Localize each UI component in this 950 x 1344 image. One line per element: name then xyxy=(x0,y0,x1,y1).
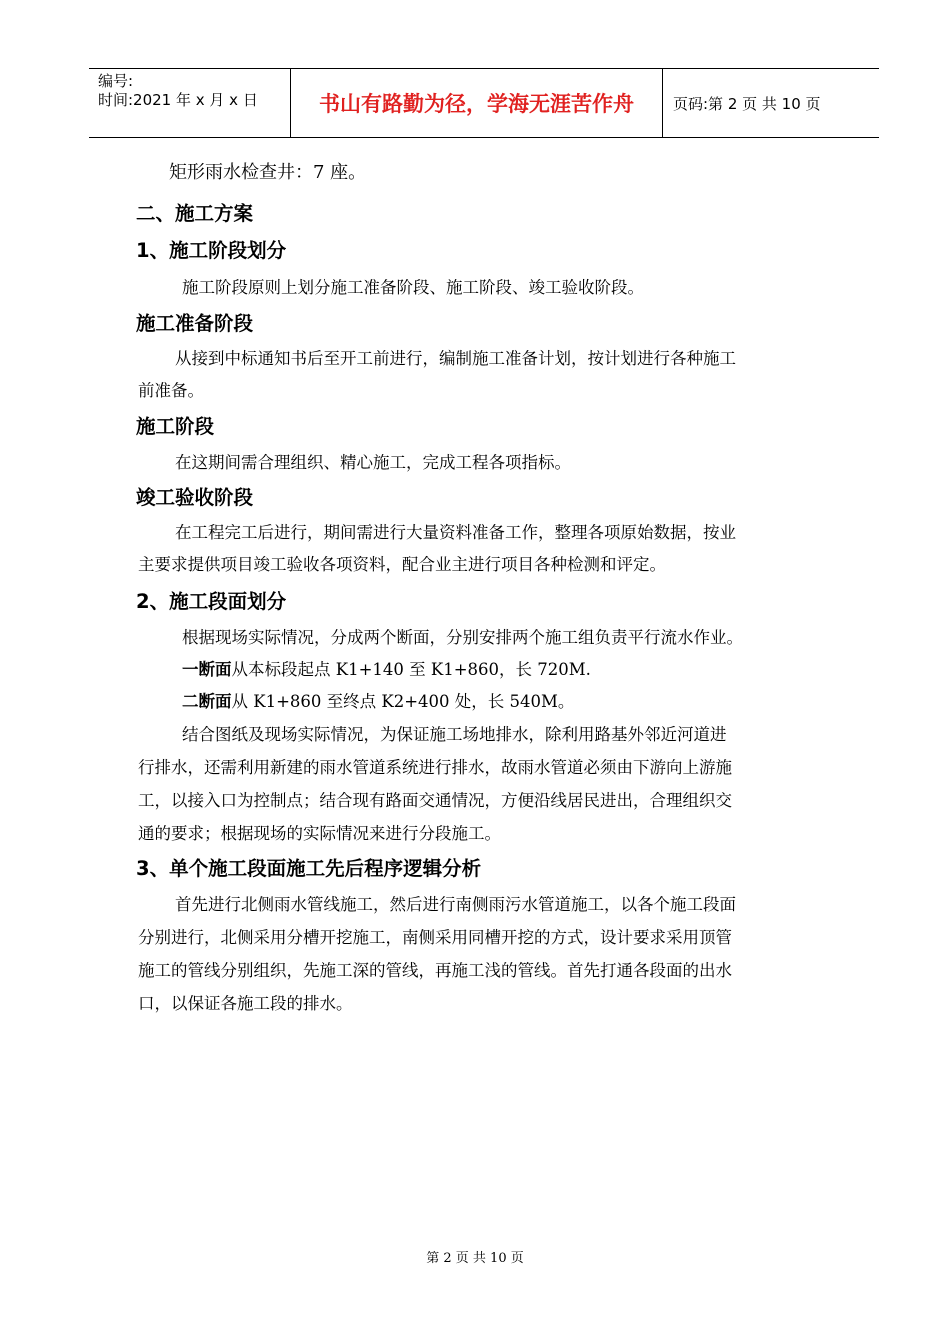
paragraph: 分别进行，北侧采用分槽开挖施工，南侧采用同槽开挖的方式，设计要求采用顶管 xyxy=(138,928,732,947)
header-time-label: 时间:2021 年 x 月 x 日 xyxy=(98,91,258,109)
subsection-heading: 1、施工阶段划分 xyxy=(136,239,287,262)
header-info-cell xyxy=(89,69,291,137)
section-one-line xyxy=(182,656,591,680)
paragraph: 施工的管线分别组织，先施工深的管线，再施工浅的管线。首先打通各段面的出水 xyxy=(138,961,732,980)
page-footer: 第 2 页 共 10 页 xyxy=(426,1251,524,1266)
header-motto: 书山有路勤为径，学海无涯苦作舟 xyxy=(291,69,663,137)
paragraph: 主要求提供项目竣工验收各项资料，配合业主进行项目各种检测和评定。 xyxy=(138,555,666,574)
paragraph: 行排水，还需利用新建的雨水管道系统进行排水，故雨水管道必须由下游向上游施 xyxy=(138,758,732,777)
paragraph: 结合图纸及现场实际情况，为保证施工场地排水，除利用路基外邻近河道进 xyxy=(182,725,727,744)
stage-heading: 施工阶段 xyxy=(136,415,215,438)
section-two-line xyxy=(182,688,574,712)
page-header xyxy=(89,68,879,138)
paragraph: 在这期间需合理组织、精心施工，完成工程各项指标。 xyxy=(175,453,571,472)
section-heading: 二、施工方案 xyxy=(136,202,254,225)
header-number-label: 编号: xyxy=(98,72,134,90)
body-line: 矩形雨水检查井：7 座。 xyxy=(169,162,367,183)
paragraph: 施工阶段原则上划分施工准备阶段、施工阶段、竣工验收阶段。 xyxy=(182,278,644,297)
section-two-label: 二断面 xyxy=(182,692,232,711)
subsection-heading: 3、单个施工段面施工先后程序逻辑分析 xyxy=(136,857,482,880)
paragraph: 首先进行北侧雨水管线施工，然后进行南侧雨污水管道施工，以各个施工段面 xyxy=(175,895,736,914)
paragraph: 工，以接入口为控制点；结合现有路面交通情况，方便沿线居民进出，合理组织交 xyxy=(138,791,732,810)
paragraph: 前准备。 xyxy=(138,381,204,400)
section-one-label: 一断面 xyxy=(182,660,232,679)
paragraph: 口，以保证各施工段的排水。 xyxy=(138,994,353,1013)
subsection-heading: 2、施工段面划分 xyxy=(136,590,287,613)
section-two-text: 从 K1+860 至终点 K2+400 处，长 540M。 xyxy=(231,692,575,711)
stage-heading: 施工准备阶段 xyxy=(136,312,254,335)
paragraph: 在工程完工后进行，期间需进行大量资料准备工作，整理各项原始数据，按业 xyxy=(175,523,736,542)
paragraph: 根据现场实际情况，分成两个断面，分别安排两个施工组负责平行流水作业。 xyxy=(182,628,743,647)
section-one-text: 从本标段起点 K1+140 至 K1+860，长 720M. xyxy=(231,660,591,679)
stage-heading: 竣工验收阶段 xyxy=(136,486,254,509)
header-page-label: 页码:第 2 页 共 10 页 xyxy=(673,94,821,113)
paragraph: 通的要求；根据现场的实际情况来进行分段施工。 xyxy=(138,824,501,843)
paragraph: 从接到中标通知书后至开工前进行，编制施工准备计划，按计划进行各种施工 xyxy=(175,349,736,368)
